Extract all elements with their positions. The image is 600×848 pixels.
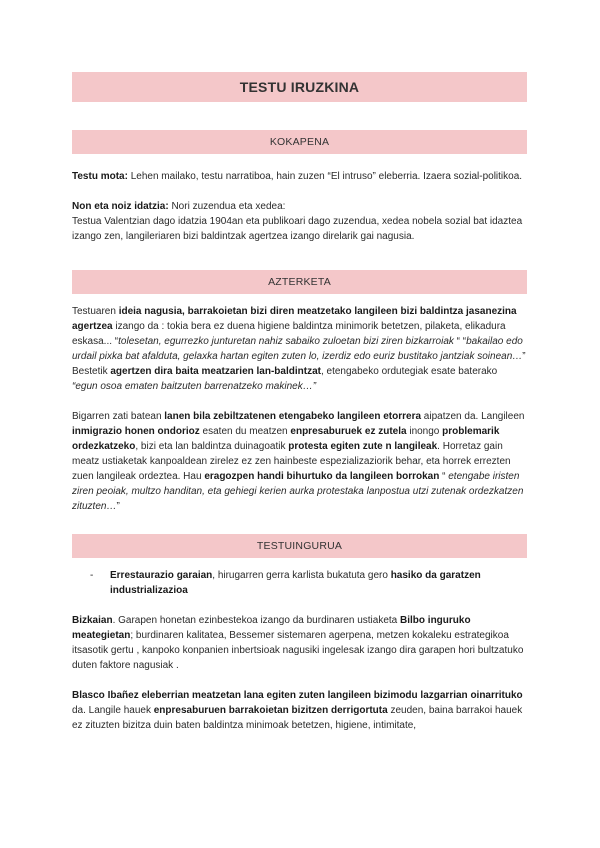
text-run: izango da : tokia bera ez duena higiene baldintza minimorik betetzen, pilaketa, elikadura eskasa... “	[72, 321, 506, 347]
text-run: “ “	[453, 336, 467, 347]
bold-run: Bizkaian	[72, 615, 113, 626]
bold-run: eragozpen handi bihurtuko da langileen borrokan	[204, 471, 440, 482]
quote-run: bakailao edo urdail pixka bat afalduta, gelaxka hartan egiten zuten lo, izerdiz edo euriz bustitako jantziak soinean…	[72, 336, 523, 362]
paragraph-bizkaian	[72, 613, 527, 673]
text-run: inongo	[406, 426, 443, 437]
section-heading-testuingurua: TESTUINGURUA	[72, 534, 527, 558]
bold-run: Bilbo inguruko meategietan	[72, 615, 471, 641]
bold-run: enpresaburuek ez zutela	[290, 426, 407, 437]
text-run: zeuden, baina barrakoi hauek ez zituzten bizitza duin baten baldintza minimoak betetzen, higiene, intimitate,	[72, 705, 523, 731]
quote-run: tolesetan, egurrezko junturetan nahiz sabaiko zuloetan bizi ziren bizkarroiak	[118, 336, 454, 347]
text-run: . Horretaz gain meatz ustiaketak kanpoaldean zirelez ez zen hainbeste espezializaziorik behar, eta horrek errezten zuen langileak ordeztea. Hau	[72, 441, 511, 482]
quote-run: etengabe iristen ziren peoiak, multzo handitan, eta gehiegi kerien aurka protestaka lanpostua utzi zutenak ordezkatzen zituzten…	[72, 471, 524, 512]
document-page	[72, 72, 527, 733]
text-run: Testuaren	[72, 306, 119, 317]
bold-run: Errestaurazio garaian	[110, 570, 213, 581]
bold-run: protesta egiten zute n langileak	[288, 441, 438, 452]
bold-run: inmigrazio honen ondorioz	[72, 426, 200, 437]
text-run: , hirugarren gerra karlista bukatuta gero	[212, 570, 391, 581]
text-run: Bestetik	[72, 366, 111, 377]
paragraph-non-noiz	[72, 199, 527, 214]
bold-run: problemarik ordezkatzeko	[72, 426, 500, 452]
text-run: ”	[522, 351, 526, 362]
bold-run: Blasco Ibañez eleberrian meatzetan lana egiten zuten langileen bizimodu lazgarrian oinarrituko	[72, 690, 523, 701]
text-run: , etengabeko ordutegiak esate baterako	[320, 366, 498, 377]
text-run: , bizi eta lan baldintza duinagoatik	[135, 441, 289, 452]
text-run: da. Langile hauek	[72, 705, 154, 716]
text-run: “	[439, 471, 449, 482]
paragraph-non-noiz-body: Testua Valentzian dago idatzia 1904an eta publikoari dago zuzendua, xedea nobela sozial bat idaztea izango zen, langileriaren bizi baldintzak agertzea izango direlarik gai nagusia.	[72, 216, 523, 242]
bullet-dash: -	[90, 570, 94, 581]
text-run: esaten du meatzen	[199, 426, 291, 437]
bold-run: agertzen dira baita meatzarien lan-baldintzat	[110, 366, 321, 377]
text-run: ; burdinaren kalitatea, Bessemer sistemaren agerpena, metzen kokaleku estrategikoa itsasotik gertu , kanpoko konpanien inbertsioak nagusiki ingelesak izango dira garapen hori bultzatuko duten faktore nagusiak .	[72, 630, 524, 671]
text-run: . Garapen honetan ezinbestekoa izango da burdinaren ustiaketa	[112, 615, 401, 626]
bold-run: enpresaburuen barrakoietan bizitzen derrigortuta	[153, 705, 388, 716]
label-testu-mota: Testu mota:	[72, 171, 128, 182]
label-non-noiz: Non eta noiz idatzia:	[72, 201, 169, 212]
paragraph-ideia-nagusia	[72, 304, 527, 364]
bold-run: ideia nagusia, barrakoietan bizi diren meatzetako langileen bizi baldintza jasanezina agertzea	[72, 306, 517, 332]
text-non-noiz: Nori zuzendua eta xedea:	[168, 201, 286, 212]
paragraph-blasco-ibanez	[72, 688, 527, 733]
text-run: Bigarren zati batean	[72, 411, 165, 422]
paragraph-testu-mota	[72, 169, 527, 184]
paragraph-lan-baldintzak	[72, 364, 527, 394]
text-run: aipatzen da. Langileen	[421, 411, 525, 422]
bullet-text	[110, 568, 527, 598]
section-heading-azterketa: AZTERKETA	[72, 270, 527, 294]
list-item	[72, 568, 527, 598]
quote-run: “egun osoa ematen baitzuten barrenatzeko makinek…”	[72, 381, 317, 392]
text-run: ”	[116, 501, 120, 512]
bold-run: lanen bila zebiltzatenen etengabeko langileen etorrera	[164, 411, 422, 422]
bold-run: hasiko da garatzen industrializazioa	[110, 570, 481, 596]
section-heading-kokapena: KOKAPENA	[72, 130, 527, 154]
text-testu-mota: Lehen mailako, testu narratiboa, hain zuzen “El intruso” eleberria. Izaera sozial-politikoa.	[127, 171, 523, 182]
document-title: TESTU IRUZKINA	[72, 72, 527, 102]
paragraph-bigarren-zatia	[72, 409, 527, 514]
